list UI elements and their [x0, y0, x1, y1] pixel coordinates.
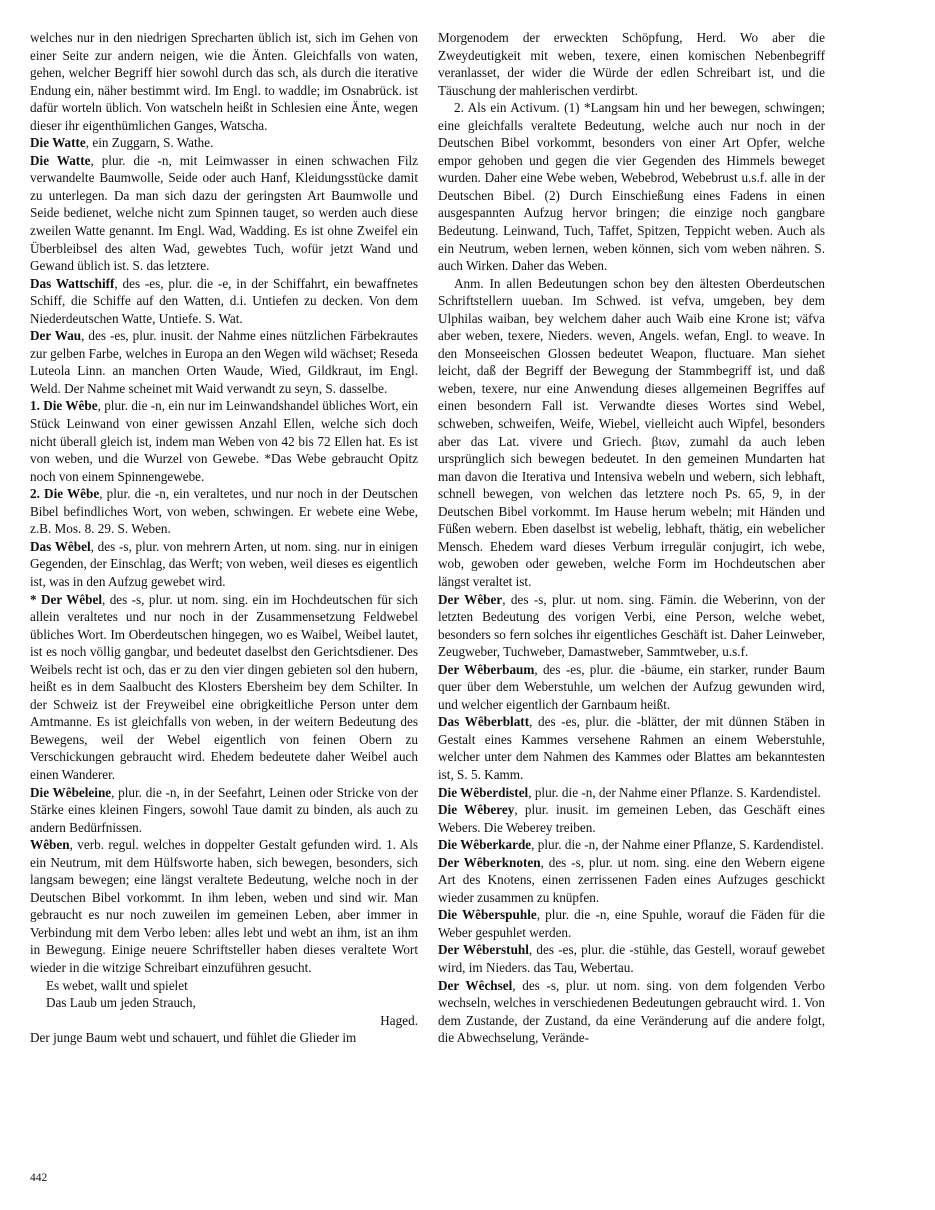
dictionary-entry: Die Wêberkarde, plur. die -n, der Nahme einer Pflanze, S. Kardendistel.	[438, 837, 824, 853]
verse-line: Das Laub um jeden Strauch,	[46, 995, 196, 1011]
page-number: 442	[30, 1172, 48, 1184]
paragraph-text: 2. Als ein Activum. (1) *Langsam hin und her bewegen, schwingen; eine gleichfalls veraltete Bedeutung, welche auch nur noch in der Deutschen Bibel vorkommt, besonders von einer Art Opfer, welche empor gehoben und gegen die vier Gegenden des Himmels beweget wurden. Daher eine Webe weben, Webebrod, Webebrust u.s.f. alle in der Deutschen Bibel. (2) Durch Einschießung eines Fadens in einen ausgespannten Aufzug hervor bringen; die einzige noch gangbare Bedeutung. Leinwand, Tuch, Taffet, Spitzen, Teppicht weben. Auch als ein Neutrum, weben lernen, weben können, sich vom weben nähren. S. auch Wirken. Daher das Weben.	[438, 100, 825, 274]
dictionary-entry: Wêben, verb. regul. welches in doppelter Gestalt gefunden wird. 1. Als ein Neutrum, mit dem Hülfsworte haben, sich bewegen, besonders, sich langsam bewegen; eine längst veraltete Bedeutung, welche noch in der Deutschen Bibel vorkommt. In ihm leben, weben und sind wir. Man gebraucht es nur noch zuweilen im gemeinen Leben, aber immer in Verbindung mit dem Verbo leben: alles lebt und webt an ihm, ist an ihm in Bewegung. Einige neuere Schriftsteller haben dieses veraltete Wort wieder in die witzige Schreibart einzuführen gesucht.	[30, 837, 418, 975]
paragraph-text: Morgenodem der erweckten Schöpfung, Herd. Wo aber die Zweydeutigkeit mit weben, texere, einen komischen Nebenbegriff veranlasset, der wider die Würde der edlen Schreibart ist, und die Täuschung der mahlerischen verdirbt.	[438, 30, 825, 98]
dictionary-entry: Der Wêber, des -s, plur. ut nom. sing. Fämin. die Weberinn, von der letzten Bedeutung des vorigen Verbi, eine Person, welche webet, besonders so fern solches ihr eigentliches Geschäft ist. Daher Leinweber, Zeugweber, Tuchweber, Damastweber, Sammtweber, u.s.f.	[438, 591, 825, 660]
right-column	[438, 29, 825, 1047]
dictionary-entry: Das Wattschiff, des -es, plur. die -e, in der Schiffahrt, ein bewaffnetes Schiff, die Schiffe auf den Watten, d.i. Untiefen zu decken. Von dem Niederdeutschen Watte, Untiefe. S. Wat.	[30, 275, 418, 326]
dictionary-entry: Die Wêbeleine, plur. die -n, in der Seefahrt, Leinen oder Stricke von der Stärke eines kleinen Fingers, sowohl Taue damit zu binden, als auch zu andern Bedürfnissen.	[30, 784, 418, 835]
dictionary-entry: Die Watte, ein Zuggarn, S. Wathe.	[30, 135, 214, 151]
dictionary-entry: Der Wêchsel, des -s, plur. ut nom. sing. von dem folgenden Verbo wechseln, welches in verschiedenen Bedeutungen gebraucht wird. 1. Von dem Zustande, der Zustand, da eine Veränderung auf die andere folgt, die Abwechselung, Verände-	[438, 977, 825, 1046]
paragraph-text: Anm. In allen Bedeutungen schon bey den ältesten Oberdeutschen Schriftstellern uueban. Im Schwed. ist vefva, umgeben, bey dem Ulphilas waiban, bey welchem daher auch Waib eine Krone ist; väfva aber weben, texere, Nieders. weven, Angels. wefan, Engl. to weave. In den Monseeischen Glossen bedeutet Weapon, fluctuare. Man siehet leicht, daß der Begriff der Bewegung der Stammbegriff ist, und daß weben, texere, nur eine Anwendung dieses allgemeinen Begriffes auf einen besondern Fall ist. Verwandte dieses Wortes sind Webel, schweben, schweifen, Weife, Wiebel, vielleicht auch Wipfel, besonders aber das Lat. vivere und Griech. βιων, zumahl da auch leben ursprünglich sich bewegen bedeutet. In den gemeinen Mundarten hat man davon die Iterativa und Intensiva webeln und webern, sich lebhaft, schnell bewegen, von welchen das letztere noch Ps. 65, 9, in der Deutschen Bibel vorkommt. Im Hause herum webeln; mit Händen und Füßen webern. Eben daselbst ist webelig, lebhaft, thätig, ein webelicher Mensch. Ehedem ward dieses Verbum irregulär conjugirt, ich webe, wob, gewoben oder geweben, welche Form im Hochdeutschen aber längst veraltet ist.	[438, 275, 825, 589]
dictionary-entry: Die Wêberey, plur. inusit. im gemeinen Leben, das Geschäft eines Webers. Die Weberey treiben.	[438, 802, 826, 835]
dictionary-entry: Die Wêberdistel, plur. die -n, der Nahme einer Pflanze. S. Kardendistel.	[438, 784, 821, 800]
dictionary-entry: 2. Die Wêbe, plur. die -n, ein veraltetes, und nur noch in der Deutschen Bibel befindliches Wort, von weben, schwingen. Er webete eine Webe, z.B. Mos. 8. 29. S. Weben.	[30, 486, 419, 537]
dictionary-entry: welches nur in den niedrigen Sprecharten üblich ist, sich im Gehen von einer Seite zur andern neigen, wie die Änten. Gleichfalls von waten, gehen, welcher Begriff hier sowohl durch das sch, als durch die iterative Endung ein, näher bestimmt wird. Im Engl. to waddle; im Osnabrück. ist dafür worteln üblich. Von watscheln heißt in Schlesien eine Änte, wegen dieser ihr eigenthümlichen Ganges, Watscha.	[30, 30, 418, 133]
verse-line: Es webet, wallt und spielet	[46, 977, 188, 993]
dictionary-entry: Die Wêberspuhle, plur. die -n, eine Spuhle, worauf die Fäden für die Weber gespuhlet werden.	[438, 907, 825, 940]
dictionary-entry: Die Watte, plur. die -n, mit Leimwasser in einen schwachen Filz verwandelte Baumwolle, Seide oder auch Hanf, Kleidungsstücke damit zu unterlegen. Da man sich dazu der geringsten Art Baumwolle und Seide bedienet, welche nicht zum Spinnen tauget, so werden auch diese zweilen Watte genannt. Im Engl. Wad, Wadding. Es ist ohne Zweifel ein Überbleibsel des alten Wad, gewebtes Tuch, wofür jetzt Wand und Gewand üblich ist. S. das letztere.	[30, 152, 419, 274]
dictionary-entry: * Der Wêbel, des -s, plur. ut nom. sing. ein im Hochdeutschen für sich allein veraltetes und nur noch in der Zusammensetzung Feldwebel übliches Wort. Im Oberdeutschen hingegen, wo es Waibel, Weibel lautet, ist es noch völlig gangbar, und bedeutet daselbst den Gerichtsdiener. Des Weibels recht ist och, das er zu den vier dingen gebieten sol den hubern, heißt es in dem Saalbucht des Klosters Ebersheim bey dem Schilter. In der Schweiz ist der Freyweibel eine obrigkeitliche Person unter dem Amtmanne. Es ist gleichfalls von weben, in der weitern Bedeutung des Bewegens, weil der Webel eigentlich von feinen Obern zu Verschickungen gebraucht wird. Ehedem bedeutete daher Weibel auch einen Wanderer.	[30, 591, 418, 782]
dictionary-entry: Das Wêberblatt, des -es, plur. die -blätter, der mit dünnen Stäben in Gestalt eines Kammes versehene Rahmen an einem Weberstuhle, welcher unter dem Nahmen des Kammes oder Blattes am bekanntesten ist, S. 5. Kamm.	[438, 714, 825, 782]
dictionary-entry: Der Wêberstuhl, des -es, plur. die -stühle, das Gestell, worauf gewebet wird, im Nieders. das Tau, Webertau.	[438, 942, 825, 975]
dictionary-entry: Der Wêberknoten, des -s, plur. ut nom. sing. eine den Webern eigene Art des Knotens, einen zerrissenen Faden eines Aufzuges geschickt wieder zusammen zu knüpfen.	[438, 854, 825, 905]
paragraph-text: Der junge Baum webt und schauert, und fühlet die Glieder im	[30, 1030, 357, 1046]
dictionary-entry: Der Wêberbaum, des -es, plur. die -bäume, ein starker, runder Baum quer über dem Weberstuhle, um welchen der Aufzug gewunden wird, und welcher eigentlich der Garnbaum heißt.	[438, 661, 825, 712]
dictionary-entry: 1. Die Wêbe, plur. die -n, ein nur im Leinwandshandel übliches Wort, ein Stück Leinwand von einer gewissen Anzahl Ellen, welche sich doch nicht überall gleich ist, indem man Weben von 42 bis 72 Ellen hat. Es ist von weben, und die Wurzel von Gewebe. *Das Webe gebraucht Opitz noch von einem Spinnengewebe.	[30, 398, 419, 484]
left-column	[30, 29, 418, 1047]
verse-attribution: Haged.	[380, 1012, 418, 1028]
dictionary-entry: Der Wau, des -es, plur. inusit. der Nahme eines nützlichen Färbekrautes zur gelben Farbe, welches in Europa an den Wegen wild wächset; Reseda Luteola Linn. an manchen Orten Waude, Wied, Gildkraut, im Engl. Weld. Der Nahme scheinet mit Waid verwandt zu seyn, S. dasselbe.	[30, 328, 418, 396]
dictionary-entry: Das Wêbel, des -s, plur. von mehrern Arten, ut nom. sing. nur in einigen Gegenden, der Einschlag, das Werft; von weben, weil dieses es eigentlich ist, was in den Aufzug gewebet wird.	[30, 538, 418, 589]
